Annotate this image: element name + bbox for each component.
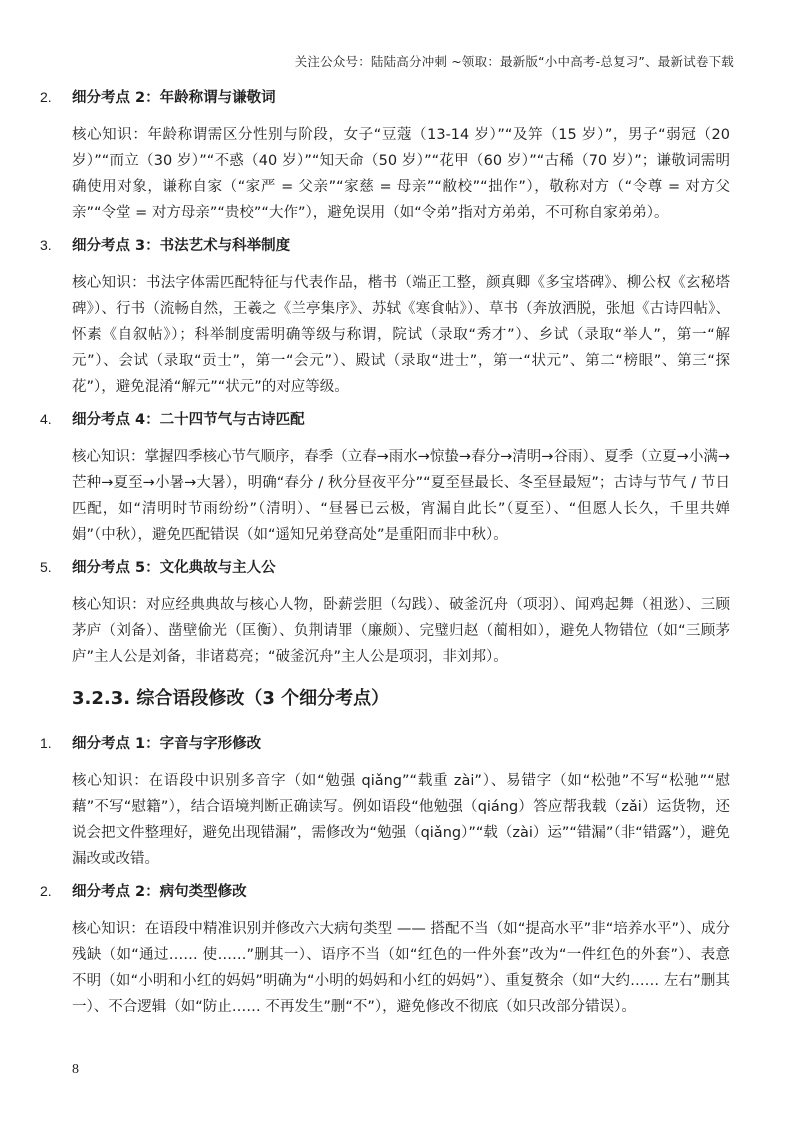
list-item [40,732,730,872]
list-item [40,234,730,400]
item-body: 核心知识：在语段中识别多音字（如“勉强 qiǎng”“载重 zài”）、易错字（如“松弛”不写“松驰”“慰藉”不写“慰籍”），结合语境判断正确读写。例如语段“他勉强（qiáng）答应帮我载（zǎi）运货物，还说会把文件整理好，避免出现错漏”，需修改为“勉强（qiǎng）”“载（zài）运”“错漏”（非“错露”），避免漏改或改错。 [72,773,730,867]
item-title: 细分考点 3：书法艺术与科举制度 [72,238,291,254]
item-body: 核心知识：在语段中精准识别并修改六大病句类型 —— 搭配不当（如“提高水平”非“培养水平”）、成分残缺（如“通过…… 使……”删其一）、语序不当（如“红色的一件外套”改为“一件红色的外套”）、表意不明（如“小明和小红的妈妈”明确为“小明的妈妈和小红的妈妈”）、重复赘余（如“大约…… 左右”删其一）、不合逻辑（如“防止…… 不再发生”删“不”），避免修改不彻底（如只改部分错误）。 [72,921,730,1015]
item-number: 4. [40,411,52,427]
item-title: 细分考点 5：文化典故与主人公 [72,560,276,576]
item-title: 细分考点 2：病句类型修改 [72,884,247,900]
item-title: 细分考点 4：二十四节气与古诗匹配 [72,412,305,428]
item-number: 3. [40,237,52,253]
item-number: 1. [40,735,52,751]
list-item [40,880,730,1020]
page-header: 关注公众号：陆陆高分冲刺 ~领取：最新版“小中高考-总复习”、最新试卷下载 [294,54,734,69]
item-body: 核心知识：年龄称谓需区分性别与阶段，女子“豆蔻（13-14 岁）”“及笄（15 岁）”，男子“弱冠（20 岁）”“而立（30 岁）”“不惑（40 岁）”“知天命（50 岁）”“花甲（60 岁）”“古稀（70 岁）”；谦敬词需明确使用对象，谦称自家（“家严 = 父亲”“家慈 = 母亲”“敝校”“拙作”），敬称对方（“令尊 = 对方父亲”“令堂 = 对方母亲”“贵校”“大作”），避免误用（如“令弟”指对方弟弟，不可称自家弟弟）。 [72,127,730,221]
list-item [40,556,730,670]
page-number: 8 [72,1062,79,1077]
item-body: 核心知识：书法字体需匹配特征与代表作品，楷书（端正工整，颜真卿《多宝塔碑》、柳公权《玄秘塔碑》）、行书（流畅自然，王羲之《兰亭集序》、苏轼《寒食帖》）、草书（奔放洒脱，张旭《古诗四帖》、怀素《自叙帖》）；科举制度需明确等级与称谓，院试（录取“秀才”）、乡试（录取“举人”，第一“解元”）、会试（录取“贡士”，第一“会元”）、殿试（录取“进士”，第一“状元”、第二“榜眼”、第三“探花”），避免混淆“解元”“状元”的对应等级。 [72,275,730,395]
item-body: 核心知识：掌握四季核心节气顺序，春季（立春→雨水→惊蛰→春分→清明→谷雨）、夏季（立夏→小满→芒种→夏至→小暑→大暑），明确“春分 / 秋分昼夜平分”“夏至昼最长、冬至昼最短”；古诗与节气 / 节日匹配，如“清明时节雨纷纷”（清明）、“昼晷已云极，宵漏自此长”（夏至）、“但愿人长久，千里共婵娟”（中秋），避免匹配错误（如“遥知兄弟登高处”是重阳而非中秋）。 [72,449,730,543]
item-number: 2. [40,89,52,105]
item-number: 5. [40,559,52,575]
item-number: 2. [40,883,52,899]
list-item [40,86,730,226]
section-heading: 3.2.3. 综合语段修改（3 个细分考点） [72,688,390,709]
item-title: 细分考点 2：年龄称谓与谦敬词 [72,90,276,106]
page-content [40,86,730,1020]
item-body: 核心知识：对应经典典故与核心人物，卧薪尝胆（勾践）、破釜沉舟（项羽）、闻鸡起舞（祖逖）、三顾茅庐（刘备）、凿壁偷光（匡衡）、负荆请罪（廉颇）、完璧归赵（蔺相如），避免人物错位（如“三顾茅庐”主人公是刘备，非诸葛亮；“破釜沉舟”主人公是项羽，非刘邦）。 [72,597,730,665]
list-item [40,408,730,548]
item-title: 细分考点 1：字音与字形修改 [72,736,262,752]
